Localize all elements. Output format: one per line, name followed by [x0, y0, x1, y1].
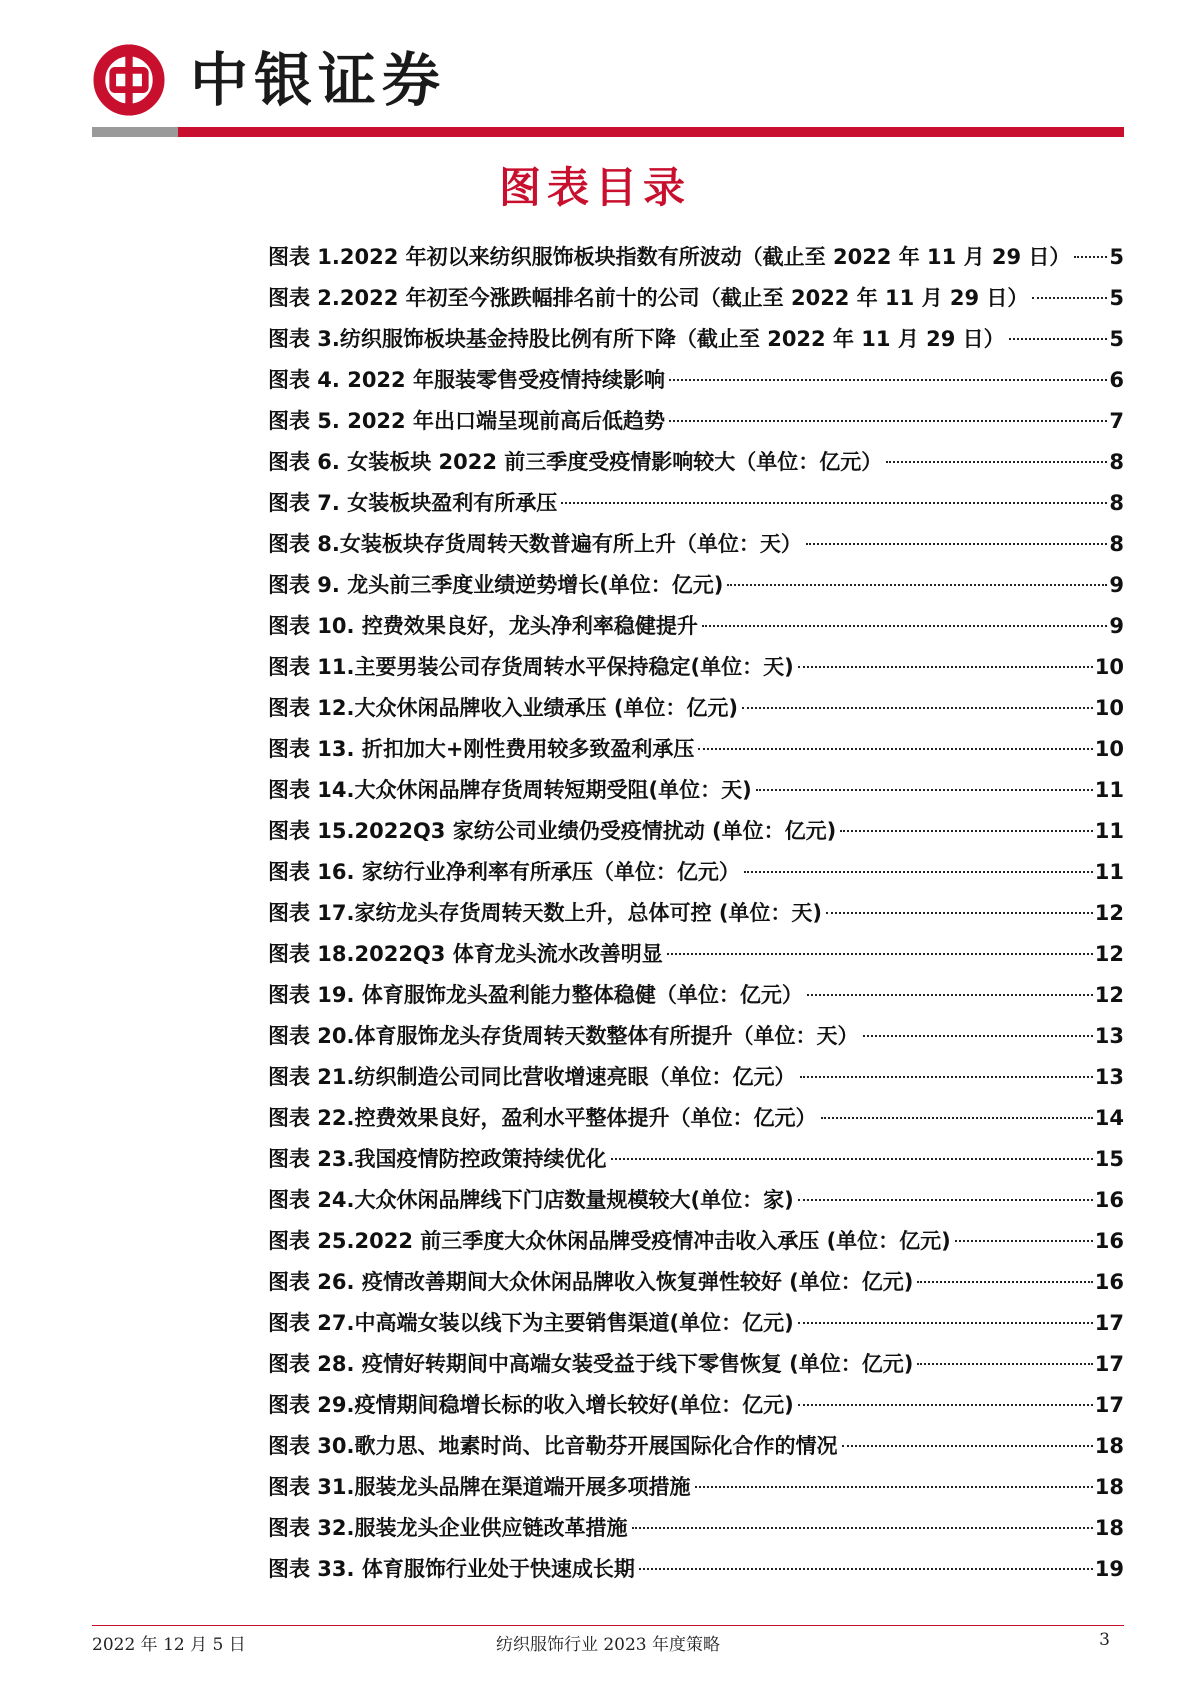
toc-entry-page: 13	[1094, 1065, 1124, 1089]
toc-entry-label: 图表 9. 龙头前三季度业绩逆势增长(单位：亿元)	[268, 573, 724, 597]
toc-leader-dots	[840, 830, 1093, 832]
toc-entry-page: 7	[1109, 409, 1124, 433]
toc-entry-label: 图表 2.2022 年初至今涨跌幅排名前十的公司（截止至 2022 年 11 月 29 日）	[268, 286, 1029, 310]
toc-leader-dots	[561, 502, 1107, 504]
toc-entry[interactable]	[268, 1549, 1124, 1590]
toc-leader-dots	[798, 1199, 1093, 1201]
toc-leader-dots	[826, 912, 1093, 914]
toc-leader-dots	[702, 625, 1108, 627]
toc-leader-dots	[1032, 297, 1107, 299]
toc-entry[interactable]	[268, 647, 1124, 688]
toc-entry[interactable]	[268, 565, 1124, 606]
toc-entry-page: 15	[1094, 1147, 1124, 1171]
toc-entry-page: 10	[1094, 737, 1124, 761]
toc-leader-dots	[863, 1035, 1093, 1037]
footer-doc-title: 纺织服饰行业 2023 年度策略	[495, 1635, 721, 1655]
toc-entry-page: 17	[1094, 1311, 1124, 1335]
toc-entry-label: 图表 13. 折扣加大+刚性费用较多致盈利承压	[268, 737, 695, 761]
toc-entry-page: 10	[1094, 655, 1124, 679]
toc-leader-dots	[798, 666, 1093, 668]
toc-entry[interactable]	[268, 893, 1124, 934]
toc-entry[interactable]	[268, 401, 1124, 442]
toc-entry[interactable]	[268, 442, 1124, 483]
toc-entry[interactable]	[268, 688, 1124, 729]
toc-entry-page: 6	[1109, 368, 1124, 392]
page-header	[92, 40, 446, 120]
toc-leader-dots	[695, 1486, 1093, 1488]
toc-entry[interactable]	[268, 1344, 1124, 1385]
toc-leader-dots	[742, 707, 1093, 709]
toc-entry-label: 图表 12.大众休闲品牌收入业绩承压 (单位：亿元)	[268, 696, 739, 720]
toc-entry-label: 图表 20.体育服饰龙头存货周转天数整体有所提升（单位：天）	[268, 1024, 859, 1048]
toc-leader-dots	[1074, 256, 1107, 258]
toc-leader-dots	[1009, 338, 1108, 340]
toc-entry-label: 图表 14.大众休闲品牌存货周转短期受阻(单位：天)	[268, 778, 752, 802]
page-footer	[92, 1630, 1124, 1660]
toc-entry-label: 图表 33. 体育服饰行业处于快速成长期	[268, 1557, 635, 1581]
toc-entry-label: 图表 16. 家纺行业净利率有所承压（单位：亿元）	[268, 860, 740, 884]
toc-leader-dots	[611, 1158, 1093, 1160]
toc-entry-label: 图表 5. 2022 年出口端呈现前高后低趋势	[268, 409, 665, 433]
toc-entry-page: 5	[1109, 286, 1124, 310]
toc-entry-label: 图表 10. 控费效果良好，龙头净利率稳健提升	[268, 614, 698, 638]
toc-entry-page: 11	[1094, 860, 1124, 884]
toc-entry[interactable]	[268, 852, 1124, 893]
toc-entry-label: 图表 4. 2022 年服装零售受疫情持续影响	[268, 368, 665, 392]
toc-entry-page: 18	[1094, 1475, 1124, 1499]
toc-entry-page: 18	[1094, 1516, 1124, 1540]
toc-entry-page: 9	[1109, 614, 1124, 638]
toc-leader-dots	[955, 1240, 1093, 1242]
toc-entry-page: 8	[1109, 532, 1124, 556]
toc-title: 图表目录	[498, 163, 691, 212]
toc-entry-label: 图表 27.中高端女装以线下为主要销售渠道(单位：亿元)	[268, 1311, 794, 1335]
header-rule-gray	[92, 127, 178, 137]
toc-entry-page: 19	[1094, 1557, 1124, 1581]
toc-entry[interactable]	[268, 237, 1124, 278]
toc-entry-page: 17	[1094, 1352, 1124, 1376]
toc-entry-label: 图表 31.服装龙头品牌在渠道端开展多项措施	[268, 1475, 691, 1499]
toc-entry-label: 图表 7. 女装板块盈利有所承压	[268, 491, 558, 515]
toc-entry[interactable]	[268, 1139, 1124, 1180]
toc-entry-page: 18	[1094, 1434, 1124, 1458]
toc-leader-dots	[842, 1445, 1093, 1447]
toc-leader-dots	[798, 1404, 1093, 1406]
toc-leader-dots	[800, 1076, 1093, 1078]
toc-leader-dots	[756, 789, 1093, 791]
toc-entry-page: 11	[1094, 778, 1124, 802]
toc-entry-label: 图表 22.控费效果良好，盈利水平整体提升（单位：亿元）	[268, 1106, 817, 1130]
toc-entry-label: 图表 15.2022Q3 家纺公司业绩仍受疫情扰动 (单位：亿元)	[268, 819, 837, 843]
toc-entry-page: 12	[1094, 942, 1124, 966]
toc-leader-dots	[821, 1117, 1093, 1119]
header-rule	[92, 127, 1124, 137]
toc-entry-label: 图表 28. 疫情好转期间中高端女装受益于线下零售恢复 (单位：亿元)	[268, 1352, 914, 1376]
toc-leader-dots	[807, 994, 1093, 996]
toc-entry-label: 图表 21.纺织制造公司同比营收增速亮眼（单位：亿元）	[268, 1065, 796, 1089]
toc-entry[interactable]	[268, 1385, 1124, 1426]
toc-entry-page: 12	[1094, 983, 1124, 1007]
toc-entry-page: 8	[1109, 450, 1124, 474]
toc-entry[interactable]	[268, 1221, 1124, 1262]
toc-entry-label: 图表 19. 体育服饰龙头盈利能力整体稳健（单位：亿元）	[268, 983, 803, 1007]
toc-entry-label: 图表 30.歌力思、地素时尚、比音勒芬开展国际化合作的情况	[268, 1434, 838, 1458]
toc-leader-dots	[639, 1568, 1093, 1570]
toc-leader-dots	[669, 379, 1107, 381]
toc-entry[interactable]	[268, 1303, 1124, 1344]
toc-leader-dots	[798, 1322, 1093, 1324]
toc-entry-label: 图表 8.女装板块存货周转天数普遍有所上升（单位：天）	[268, 532, 802, 556]
toc-entry[interactable]	[268, 278, 1124, 319]
toc-leader-dots	[806, 543, 1107, 545]
footer-page-number: 3	[1099, 1630, 1110, 1650]
toc-entry[interactable]	[268, 360, 1124, 401]
toc-entry[interactable]	[268, 1467, 1124, 1508]
toc-entry-page: 14	[1094, 1106, 1124, 1130]
toc-entry[interactable]	[268, 770, 1124, 811]
toc-entry-page: 11	[1094, 819, 1124, 843]
toc-entry-label: 图表 1.2022 年初以来纺织服饰板块指数有所波动（截止至 2022 年 11 月 29 日）	[268, 245, 1071, 269]
toc-leader-dots	[727, 584, 1107, 586]
toc-entry[interactable]	[268, 1426, 1124, 1467]
toc-entry[interactable]	[268, 1057, 1124, 1098]
toc-entry-label: 图表 26. 疫情改善期间大众休闲品牌收入恢复弹性较好 (单位：亿元)	[268, 1270, 914, 1294]
footer-rule	[92, 1625, 1124, 1626]
toc-entry-label: 图表 6. 女装板块 2022 前三季度受疫情影响较大（单位：亿元）	[268, 450, 883, 474]
toc-entry-page: 12	[1094, 901, 1124, 925]
brand-name: 中银证券	[190, 46, 447, 114]
toc-entry-label: 图表 3.纺织服饰板块基金持股比例有所下降（截止至 2022 年 11 月 29 日）	[268, 327, 1005, 351]
toc-entry-label: 图表 11.主要男装公司存货周转水平保持稳定(单位：天)	[268, 655, 794, 679]
toc-entry[interactable]	[268, 811, 1124, 852]
toc-entry-page: 16	[1094, 1188, 1124, 1212]
toc-leader-dots	[886, 461, 1107, 463]
toc-entry-page: 8	[1109, 491, 1124, 515]
toc-entry[interactable]	[268, 1098, 1124, 1139]
toc-entry-page: 10	[1094, 696, 1124, 720]
toc-entry-page: 17	[1094, 1393, 1124, 1417]
toc-entry-label: 图表 24.大众休闲品牌线下门店数量规模较大(单位：家)	[268, 1188, 794, 1212]
footer-date: 2022 年 12 月 5 日	[92, 1635, 246, 1655]
toc-list	[268, 237, 1124, 1590]
toc-leader-dots	[667, 953, 1093, 955]
toc-entry[interactable]	[268, 1180, 1124, 1221]
header-rule-red	[178, 127, 1124, 137]
toc-leader-dots	[917, 1363, 1092, 1365]
toc-entry-page: 16	[1094, 1270, 1124, 1294]
toc-entry[interactable]	[268, 483, 1124, 524]
toc-entry-label: 图表 25.2022 前三季度大众休闲品牌受疫情冲击收入承压 (单位：亿元)	[268, 1229, 951, 1253]
toc-entry[interactable]	[268, 319, 1124, 360]
toc-entry[interactable]	[268, 1016, 1124, 1057]
toc-entry-page: 13	[1094, 1024, 1124, 1048]
toc-leader-dots	[917, 1281, 1092, 1283]
toc-entry-label: 图表 32.服装龙头企业供应链改革措施	[268, 1516, 628, 1540]
toc-leader-dots	[698, 748, 1092, 750]
boc-logo-icon	[92, 43, 166, 117]
toc-entry[interactable]	[268, 1262, 1124, 1303]
toc-entry-label: 图表 23.我国疫情防控政策持续优化	[268, 1147, 607, 1171]
toc-entry[interactable]	[268, 1508, 1124, 1549]
toc-entry-page: 9	[1109, 573, 1124, 597]
toc-entry-page: 5	[1109, 245, 1124, 269]
toc-leader-dots	[632, 1527, 1093, 1529]
toc-leader-dots	[669, 420, 1107, 422]
toc-entry-label: 图表 29.疫情期间稳增长标的收入增长较好(单位：亿元)	[268, 1393, 794, 1417]
toc-leader-dots	[744, 871, 1093, 873]
toc-entry-page: 5	[1109, 327, 1124, 351]
toc-entry-label: 图表 17.家纺龙头存货周转天数上升，总体可控 (单位：天)	[268, 901, 823, 925]
toc-entry[interactable]	[268, 975, 1124, 1016]
toc-entry[interactable]	[268, 524, 1124, 565]
toc-entry[interactable]	[268, 729, 1124, 770]
toc-entry[interactable]	[268, 606, 1124, 647]
toc-entry-page: 16	[1094, 1229, 1124, 1253]
toc-entry-label: 图表 18.2022Q3 体育龙头流水改善明显	[268, 942, 663, 966]
toc-entry[interactable]	[268, 934, 1124, 975]
